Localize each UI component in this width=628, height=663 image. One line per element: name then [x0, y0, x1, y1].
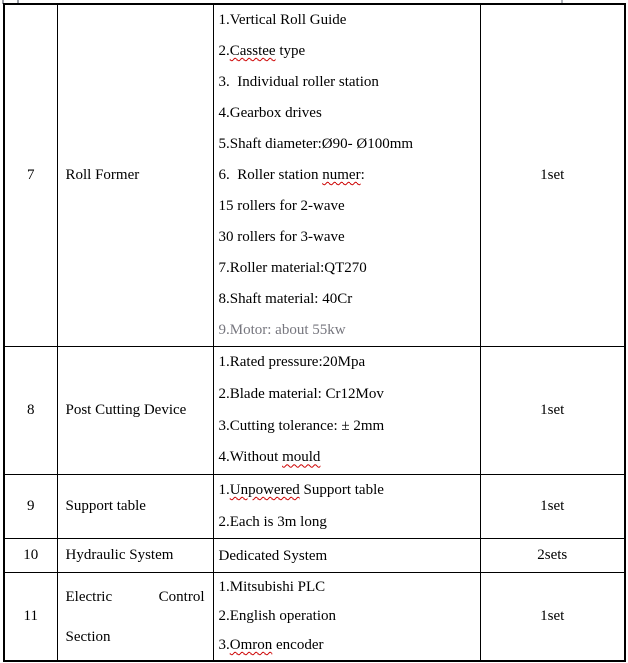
description-line: 2.Blade material: Cr12Mov [218, 385, 384, 402]
item-name-cell [57, 573, 213, 662]
table-row [4, 573, 625, 662]
description-cell [213, 347, 480, 475]
description-line: 5.Shaft diameter:Ø90- Ø100mm [218, 136, 414, 152]
description-line: 3.Omron encoder [218, 637, 324, 653]
description-cell [213, 475, 480, 539]
description-line: 3.Cutting tolerance: ± 2mm [218, 417, 385, 434]
misspelled-word: Unpowered [229, 482, 300, 498]
description-cell [213, 4, 480, 347]
table-row [4, 4, 625, 347]
table-row [4, 475, 625, 539]
description-line: 2.Each is 3m long [218, 513, 327, 530]
description-line: 1.Mitsubishi PLC [218, 579, 326, 595]
item-name-cell: Hydraulic System [57, 539, 213, 573]
description-line: 3. Individual roller station [218, 74, 379, 90]
description-line: 2.Casstee type [218, 43, 306, 59]
quantity-cell: 1set [480, 475, 625, 539]
item-name-word: Control [158, 588, 205, 605]
description-line: Dedicated System [218, 547, 328, 564]
quantity-cell: 1set [480, 347, 625, 475]
description-line: 1.Unpowered Support table [218, 482, 384, 498]
item-name-word: Electric [65, 588, 113, 605]
table-row [4, 539, 625, 573]
description-cell [213, 573, 480, 662]
item-name-cell: Post Cutting Device [57, 347, 213, 475]
description-line: 4.Gearbox drives [218, 105, 322, 121]
quantity-cell: 2sets [480, 539, 625, 573]
description-line: 1.Vertical Roll Guide [218, 12, 347, 28]
misspelled-word: Omron [229, 637, 273, 653]
description-line: 7.Roller material:QT270 [218, 260, 367, 276]
description-cell [213, 539, 480, 573]
description-line: 15 rollers for 2-wave [218, 198, 345, 214]
item-name-cell: Roll Former [57, 4, 213, 347]
item-name-multiline [66, 577, 205, 657]
row-number-cell: 7 [4, 4, 57, 347]
item-name-cell: Support table [57, 475, 213, 539]
table-row [4, 347, 625, 475]
row-number-cell: 9 [4, 475, 57, 539]
description-line: 6. Roller station numer: [218, 167, 365, 183]
description-line: 30 rollers for 3-wave [218, 229, 345, 245]
description-line: 2.English operation [218, 608, 336, 624]
quantity-cell: 1set [480, 573, 625, 662]
quantity-cell: 1set [480, 4, 625, 347]
description-line: 1.Rated pressure:20Mpa [218, 354, 366, 370]
item-name-line [66, 577, 205, 617]
row-number-cell: 10 [4, 539, 57, 573]
description-line: 8.Shaft material: 40Cr [218, 291, 353, 307]
row-number-cell: 11 [4, 573, 57, 662]
misspelled-word: Casstee [229, 43, 276, 59]
misspelled-word: numer [322, 167, 361, 183]
item-name-line [66, 617, 205, 657]
row-number-cell: 8 [4, 347, 57, 475]
description-line: 4.Without mould [218, 449, 321, 466]
misspelled-word: mould [282, 449, 321, 466]
description-line: 9.Motor: about 55kw [218, 322, 346, 338]
item-name-word: Section [65, 628, 111, 645]
spec-table [3, 3, 626, 662]
spec-table-body [4, 4, 625, 661]
